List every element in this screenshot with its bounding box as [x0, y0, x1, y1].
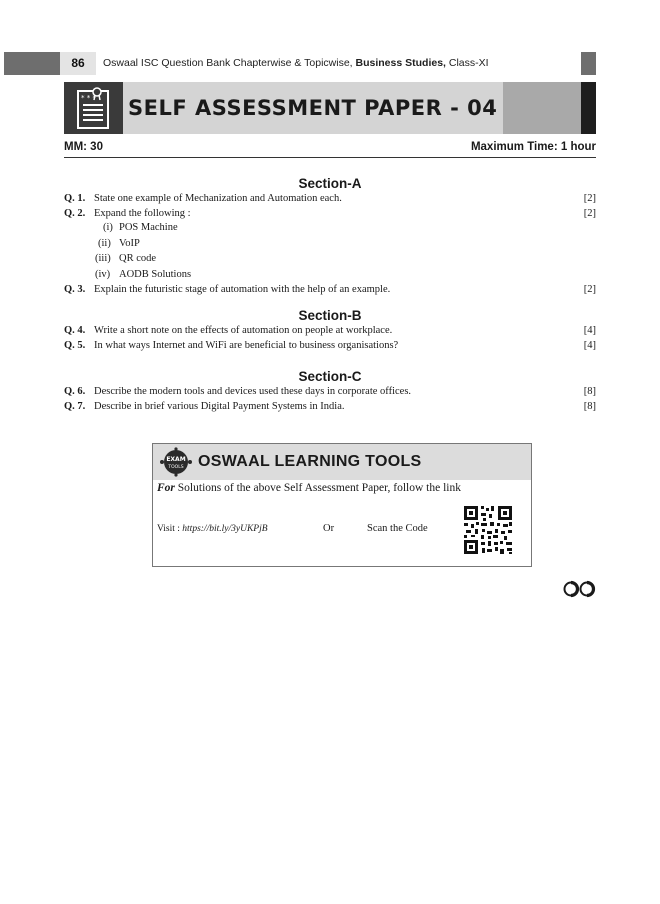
question-marks: [4] — [583, 325, 596, 336]
question-marks: [2] — [583, 208, 596, 219]
subitem-label: AODB Solutions — [119, 269, 192, 280]
book-class: Class-XI — [445, 57, 489, 69]
subitem-number: (ii) — [98, 238, 111, 249]
max-marks: MM: 30 — [64, 141, 103, 153]
book-title — [103, 52, 489, 75]
page-number: 86 — [60, 52, 96, 75]
subitem-number: (i) — [103, 222, 113, 233]
question-number: Q. 4. — [64, 325, 86, 336]
paper-meta — [64, 141, 596, 157]
question-text: Expand the following : — [94, 208, 191, 219]
question-number: Q. 3. — [64, 284, 86, 295]
banner-shade — [503, 82, 581, 134]
paper-title: SELF ASSESSMENT PAPER - 04 — [128, 96, 498, 120]
question-marks: [8] — [583, 386, 596, 397]
question-1 — [64, 191, 596, 206]
max-time: Maximum Time: 1 hour — [470, 141, 596, 153]
oswaal-exam-logo-icon — [159, 447, 193, 477]
question-marks: [2] — [583, 193, 596, 204]
visit-label: Visit : — [157, 524, 183, 534]
question-number: Q. 5. — [64, 340, 86, 351]
learning-tools-header — [153, 444, 531, 480]
section-b-heading: Section-B — [298, 308, 362, 323]
question-text: Write a short note on the effects of automation on people at workplace. — [94, 325, 393, 336]
description-lead: For — [157, 482, 175, 494]
section-a-heading: Section-A — [298, 176, 362, 191]
document-list-icon — [75, 86, 111, 130]
question-6 — [64, 384, 596, 399]
subitem-number: (iii) — [95, 253, 111, 264]
svg-text:* * *: * * * — [81, 94, 96, 102]
description-text: Solutions of the above Self Assessment Paper, follow the link — [174, 482, 461, 494]
qr-code-icon[interactable] — [462, 504, 514, 556]
question-2 — [64, 206, 596, 221]
question-number: Q. 7. — [64, 401, 86, 412]
question-text: Describe the modern tools and devices used these days in corporate offices. — [94, 386, 412, 397]
subitem — [95, 267, 191, 282]
subitem — [95, 220, 178, 235]
learning-tools-title: OSWAAL LEARNING TOOLS — [198, 453, 422, 470]
question-4 — [64, 323, 596, 338]
scan-label: Scan the Code — [367, 523, 428, 534]
svg-text:TOOLS: TOOLS — [168, 465, 184, 470]
question-text: Describe in brief various Digital Payment Systems in India. — [94, 401, 345, 412]
question-marks: [8] — [583, 401, 596, 412]
question-3 — [64, 282, 596, 297]
question-5 — [64, 338, 596, 353]
book-title-prefix: Oswaal ISC Question Bank Chapterwise & Topicwise, — [103, 57, 356, 69]
subitem-number: (iv) — [95, 269, 111, 280]
end-mark-icon — [562, 578, 596, 600]
meta-divider — [64, 157, 596, 158]
question-7 — [64, 399, 596, 414]
section-c-heading: Section-C — [298, 369, 362, 384]
header-edge-bar — [581, 52, 596, 75]
subitem-label: QR code — [119, 253, 157, 264]
solutions-link[interactable]: https://bit.ly/3yUKPjB — [182, 524, 268, 534]
subitem-label: POS Machine — [119, 222, 178, 233]
banner-edge — [581, 82, 596, 134]
learning-tools-description — [157, 482, 461, 494]
question-marks: [4] — [583, 340, 596, 351]
question-text: State one example of Mechanization and Automation each. — [94, 193, 342, 204]
subitem — [95, 251, 156, 266]
or-label: Or — [323, 523, 335, 534]
learning-tools-box — [152, 443, 532, 567]
subitem-label: VoIP — [119, 238, 140, 249]
question-text: Explain the futuristic stage of automation with the help of an example. — [94, 284, 391, 295]
question-number: Q. 2. — [64, 208, 86, 219]
svg-text:EXAM: EXAM — [166, 456, 186, 463]
question-number: Q. 1. — [64, 193, 86, 204]
question-number: Q. 6. — [64, 386, 86, 397]
subitem — [95, 236, 140, 251]
visit-line — [157, 524, 268, 534]
question-marks: [2] — [583, 284, 596, 295]
question-text: In what ways Internet and WiFi are beneficial to business organisations? — [94, 340, 399, 351]
book-subject: Business Studies, — [355, 57, 446, 69]
